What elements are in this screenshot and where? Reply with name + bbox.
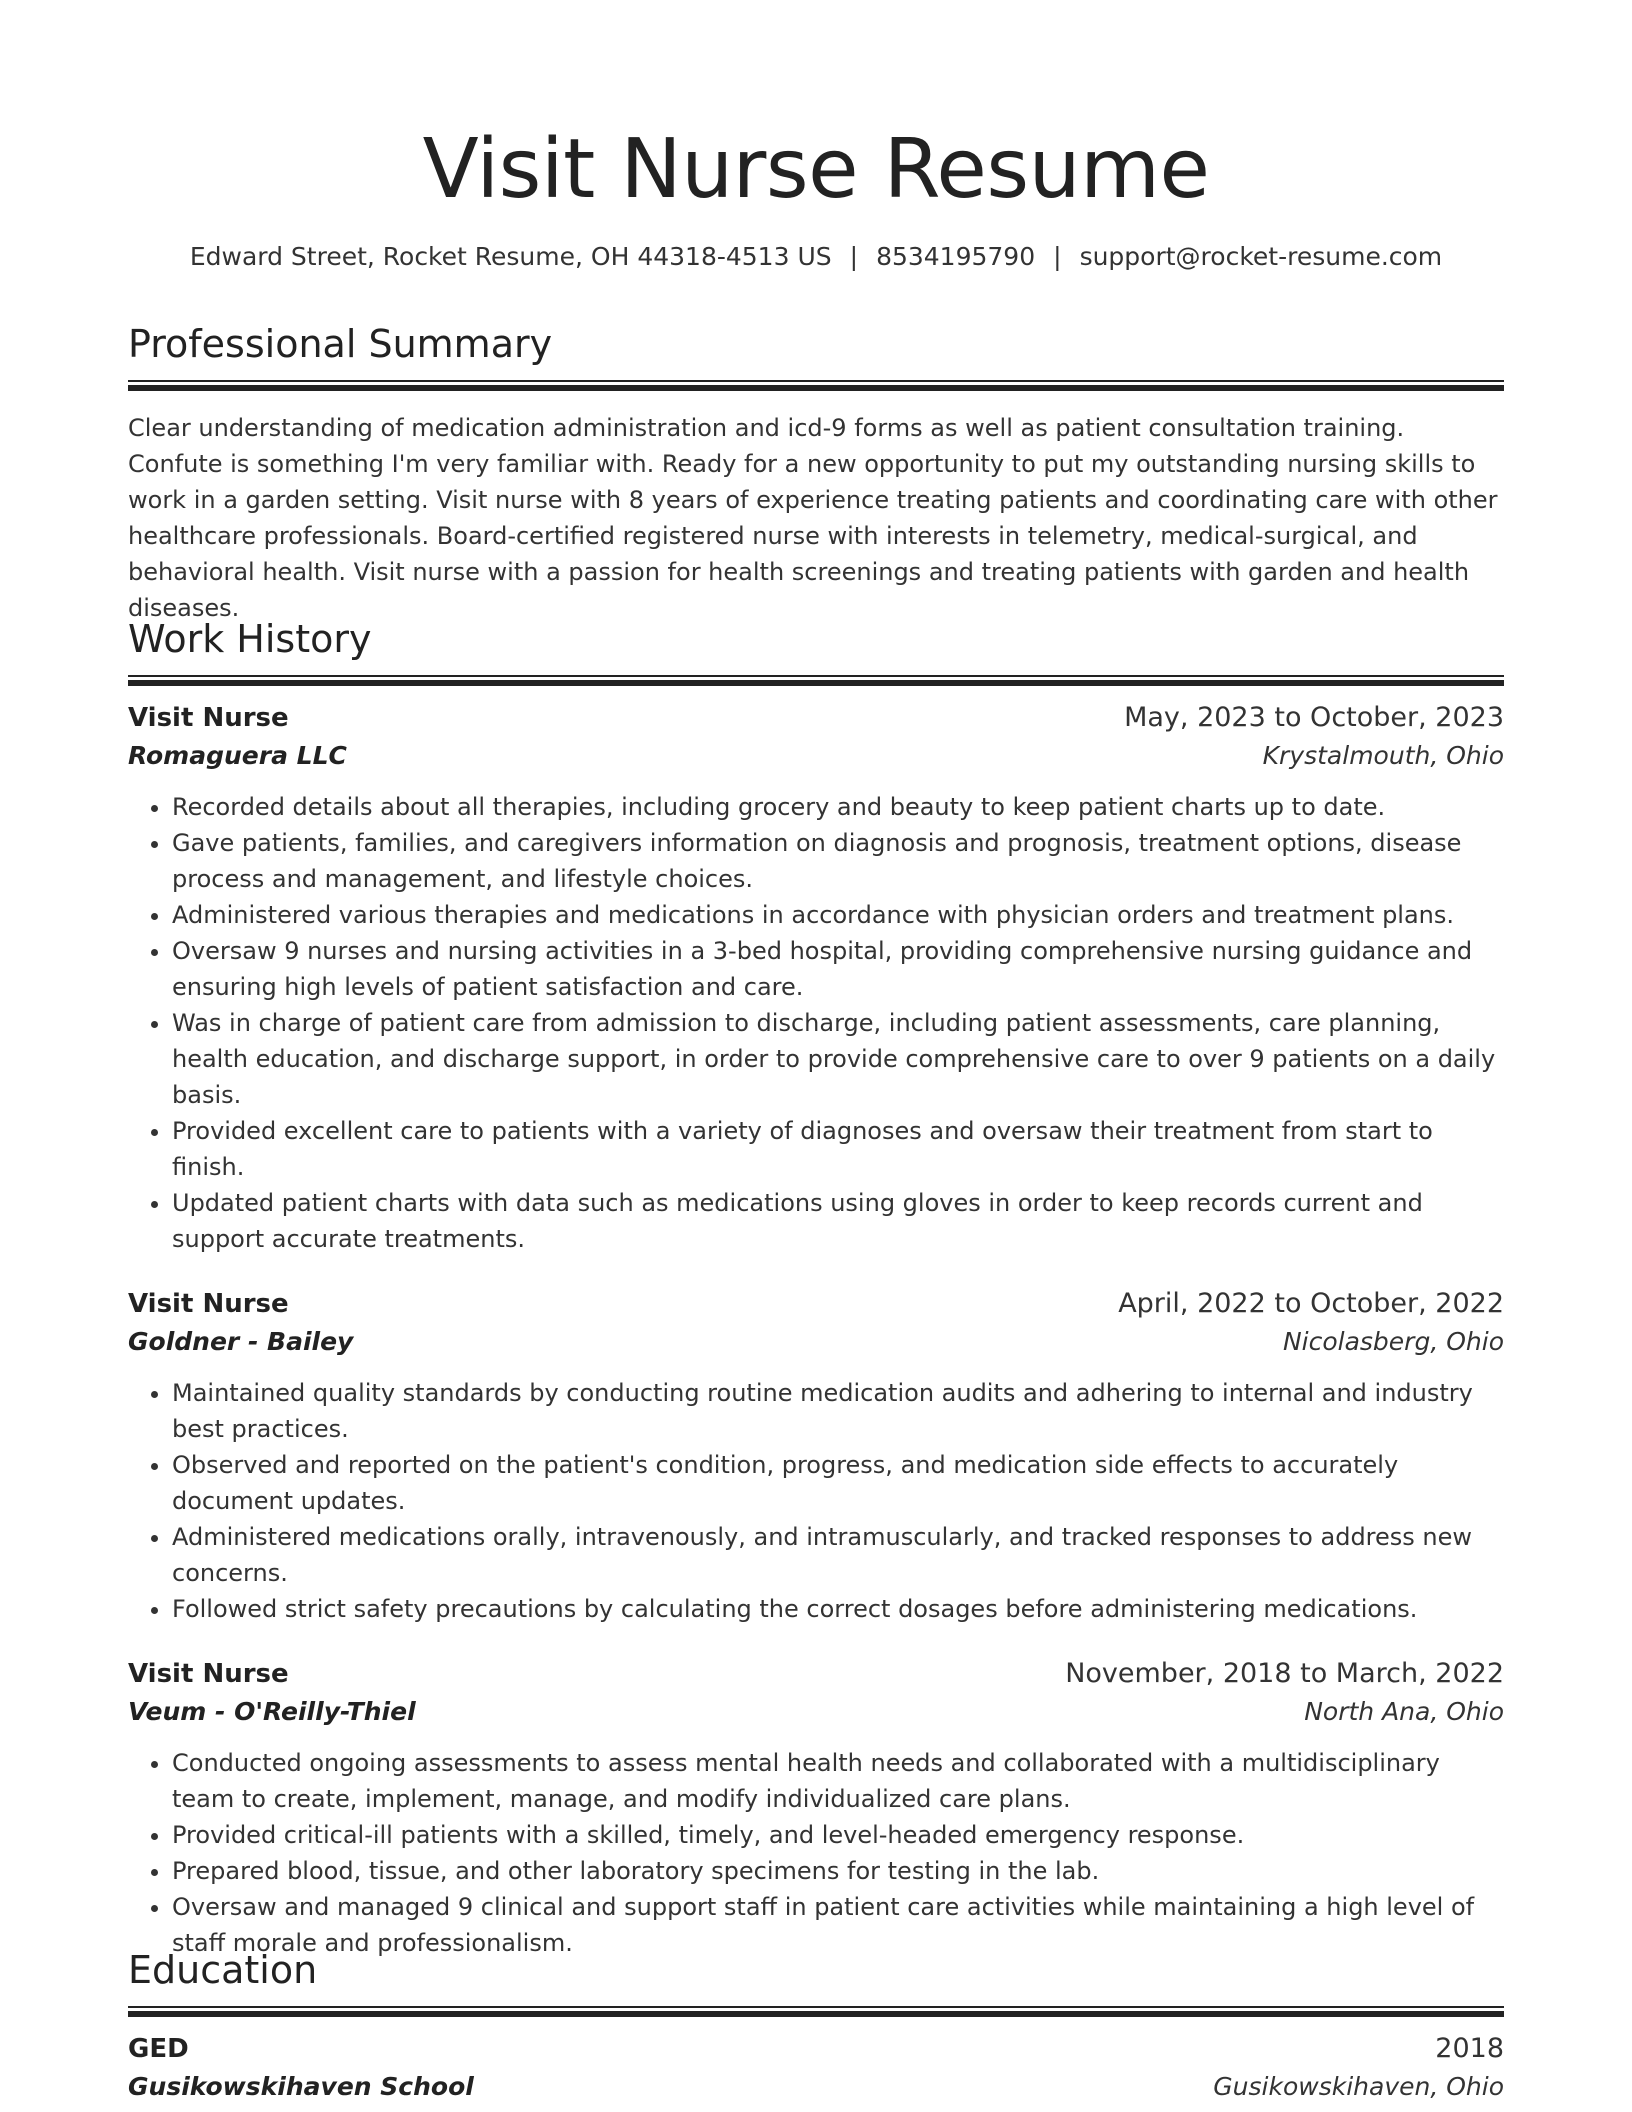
education-subheader — [128, 2068, 1504, 2106]
job-duty: • Recorded details about all therapies, including grocery and beauty to keep patient charts up to date. — [172, 789, 1504, 825]
resume-page — [128, 0, 1504, 2101]
job-duty: • Provided excellent care to patients with a variety of diagnoses and oversaw their treatment from start to finish. — [172, 1113, 1504, 1185]
job-title: Visit Nurse — [128, 1289, 289, 1319]
job-duty: • Oversaw and managed 9 clinical and support staff in patient care activities while maintaining a high level of staff morale and professionalism. — [172, 1889, 1504, 1961]
job-company: Goldner - Bailey — [128, 1327, 354, 1356]
job-entry — [128, 1285, 1504, 1627]
resume-title: Visit Nurse Resume — [422, 122, 1210, 217]
job-duty: • Administered medications orally, intravenously, and intramuscularly, and tracked responses to address new concerns. — [172, 1519, 1504, 1591]
education-year: 2018 — [1435, 2033, 1504, 2064]
job-header — [128, 1655, 1504, 1693]
education-entry — [128, 2030, 1504, 2106]
job-company: Veum - O'Reilly-Thiel — [128, 1697, 416, 1726]
education-section — [128, 1946, 1504, 2106]
contact-line — [128, 240, 1504, 274]
work-history-heading: Work History — [128, 617, 372, 661]
education-heading: Education — [128, 1948, 318, 1992]
job-subheader — [128, 1323, 1504, 1361]
contact-email: support@rocket-resume.com — [1079, 242, 1443, 271]
summary-text: Clear understanding of medication administration and icd-9 forms as well as patient consultation training. Confute is something I'm very familiar with. Ready for a new opportunity to put my outstanding nursing skills to work in a garden setting. Visit nurse with 8 years of experience treating patients and coordinating care with other healthcare professionals. Board-certified registered nurse with interests in telemetry, medical-surgical, and behavioral health. Visit nurse with a passion for health screenings and treating patients with garden and health diseases. — [128, 414, 1498, 622]
job-duty: • Updated patient charts with data such as medications using gloves in order to keep records current and support accurate treatments. — [172, 1185, 1504, 1257]
job-entry — [128, 699, 1504, 1257]
section-divider — [128, 675, 1504, 685]
job-duties-list — [128, 789, 1504, 1257]
contact-address: Edward Street, Rocket Resume, OH 44318-4513 US — [189, 242, 832, 271]
job-dates: April, 2022 to October, 2022 — [1118, 1288, 1504, 1319]
job-duties-list — [128, 1745, 1504, 1961]
summary-heading: Professional Summary — [128, 322, 553, 366]
job-location: Nicolasberg, Ohio — [1282, 1327, 1504, 1356]
job-duty: • Maintained quality standards by conducting routine medication audits and adhering to internal and industry best practices. — [172, 1375, 1504, 1447]
section-divider — [128, 2006, 1504, 2016]
job-subheader — [128, 737, 1504, 775]
summary-section — [128, 320, 1504, 626]
job-duty: • Administered various therapies and medications in accordance with physician orders and treatment plans. — [172, 897, 1504, 933]
job-duty: • Gave patients, families, and caregivers information on diagnosis and prognosis, treatment options, disease process and management, and lifestyle choices. — [172, 825, 1504, 897]
job-subheader — [128, 1693, 1504, 1731]
job-duty: • Prepared blood, tissue, and other laboratory specimens for testing in the lab. — [172, 1853, 1504, 1889]
job-dates: May, 2023 to October, 2023 — [1124, 702, 1504, 733]
job-duty: • Was in charge of patient care from admission to discharge, including patient assessments, care planning, health education, and discharge support, in order to provide comprehensive care to over 9 patients on a daily basis. — [172, 1005, 1504, 1113]
education-location: Gusikowskihaven, Ohio — [1213, 2072, 1504, 2101]
job-dates: November, 2018 to March, 2022 — [1065, 1658, 1504, 1689]
contact-phone: 8534195790 — [876, 242, 1036, 271]
job-header — [128, 699, 1504, 737]
job-duty: • Oversaw 9 nurses and nursing activities in a 3-bed hospital, providing comprehensive nursing guidance and ensuring high levels of patient satisfaction and care. — [172, 933, 1504, 1005]
job-company: Romaguera LLC — [128, 741, 347, 770]
contact-separator: | — [1053, 242, 1062, 271]
section-divider — [128, 380, 1504, 390]
contact-separator: | — [849, 242, 859, 271]
job-title: Visit Nurse — [128, 703, 289, 733]
job-duties-list — [128, 1375, 1504, 1627]
education-degree: GED — [128, 2034, 189, 2064]
job-duty: • Observed and reported on the patient's condition, progress, and medication side effects to accurately document updates. — [172, 1447, 1504, 1519]
job-duty: • Followed strict safety precautions by calculating the correct dosages before administering medications. — [172, 1591, 1504, 1627]
job-title: Visit Nurse — [128, 1659, 289, 1689]
education-header — [128, 2030, 1504, 2068]
job-location: Krystalmouth, Ohio — [1262, 741, 1504, 770]
job-header — [128, 1285, 1504, 1323]
job-entry — [128, 1655, 1504, 1961]
job-duty: • Conducted ongoing assessments to assess mental health needs and collaborated with a multidisciplinary team to create, implement, manage, and modify individualized care plans. — [172, 1745, 1504, 1817]
job-duty: • Provided critical-ill patients with a skilled, timely, and level-headed emergency response. — [172, 1817, 1504, 1853]
education-school: Gusikowskihaven School — [128, 2072, 474, 2101]
job-location: North Ana, Ohio — [1304, 1697, 1504, 1726]
work-history-section — [128, 615, 1504, 1961]
